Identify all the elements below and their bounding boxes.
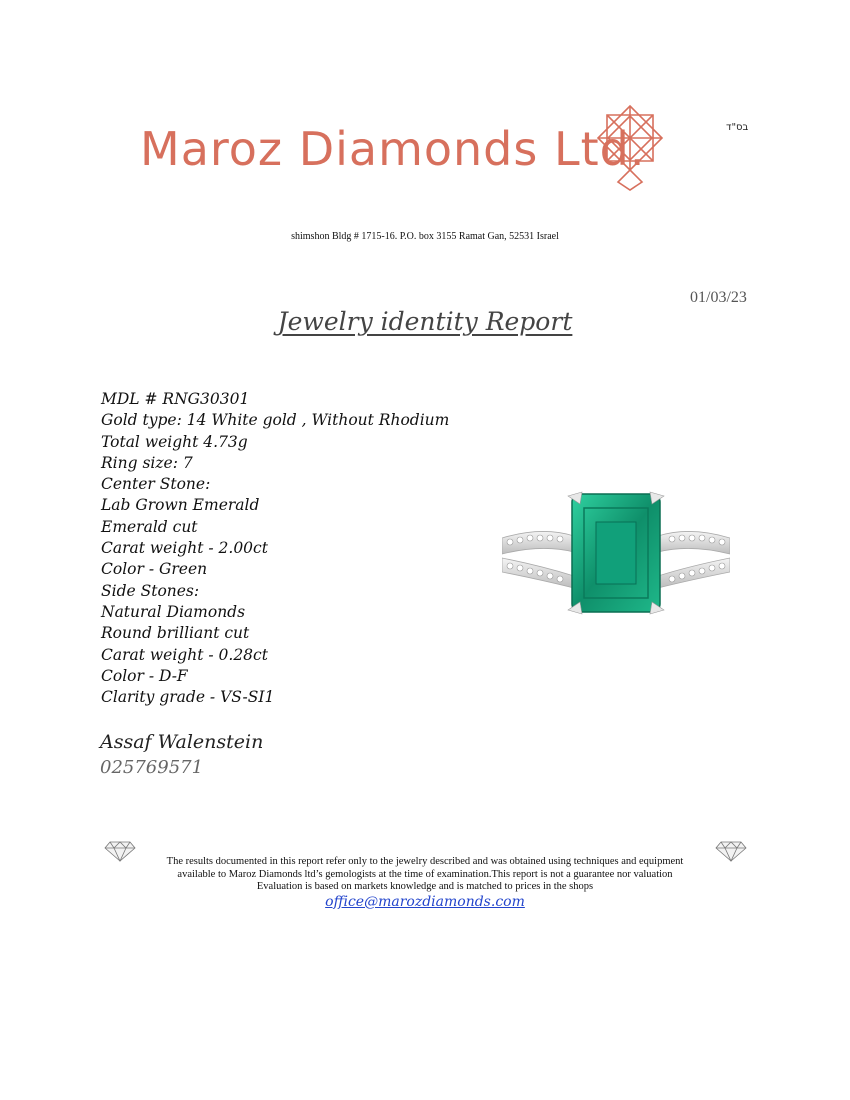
detail-model-number: MDL # RNG30301 xyxy=(101,390,250,408)
company-logo-text: Maroz Diamonds Ltd. xyxy=(140,122,646,176)
office-email-link[interactable]: office@marozdiamonds.com xyxy=(325,894,525,910)
disclaimer-line: Evaluation is based on markets knowledge and is matched to prices in the shops xyxy=(256,881,594,892)
disclaimer-line: The results documented in this report refer only to the jewelry described and was obtained using techniques and equipment xyxy=(166,856,684,867)
detail-center-stone-color: Color - Green xyxy=(101,560,208,579)
report-details xyxy=(101,389,449,708)
detail-center-stone-carat: Carat weight - 2.00ct xyxy=(101,539,268,558)
company-address: shimshon Bldg # 1715-16. P.O. box 3155 Ramat Gan, 52531 Israel xyxy=(291,231,559,242)
disclaimer-line: available to Maroz Diamonds ltd’s gemologists at the time of examination.This report is not a guarantee nor valuation xyxy=(177,868,673,880)
detail-ring-size: Ring size: 7 xyxy=(101,453,193,472)
detail-side-stones-cut: Round brilliant cut xyxy=(101,624,250,643)
detail-side-stones-carat: Carat weight - 0.28ct xyxy=(101,645,268,664)
detail-total-weight: Total weight 4.73g xyxy=(101,432,248,451)
detail-center-stone-cut: Emerald cut xyxy=(101,517,198,536)
email-container xyxy=(0,894,850,910)
logo-star-icon xyxy=(594,102,666,192)
detail-side-stones-heading: Side Stones: xyxy=(101,581,200,600)
detail-side-stones-color: Color - D-F xyxy=(101,666,188,685)
detail-side-stones-type: Natural Diamonds xyxy=(101,602,246,621)
signer-id: 025769571 xyxy=(100,757,204,778)
detail-gold-type: Gold type: 14 White gold , Without Rhodium xyxy=(101,411,450,430)
signer-name: Assaf Walenstein xyxy=(100,731,264,753)
report-date: 01/03/23 xyxy=(690,289,747,306)
detail-center-stone-type: Lab Grown Emerald xyxy=(101,496,260,515)
detail-side-stones-clarity: Clarity grade - VS-SI1 xyxy=(101,688,275,707)
detail-center-stone-heading: Center Stone: xyxy=(101,475,211,494)
hebrew-header-mark: בס"ד xyxy=(726,122,749,133)
emerald-ring-image xyxy=(502,488,730,618)
report-title: Jewelry identity Report xyxy=(277,307,573,336)
disclaimer-text xyxy=(0,856,850,894)
